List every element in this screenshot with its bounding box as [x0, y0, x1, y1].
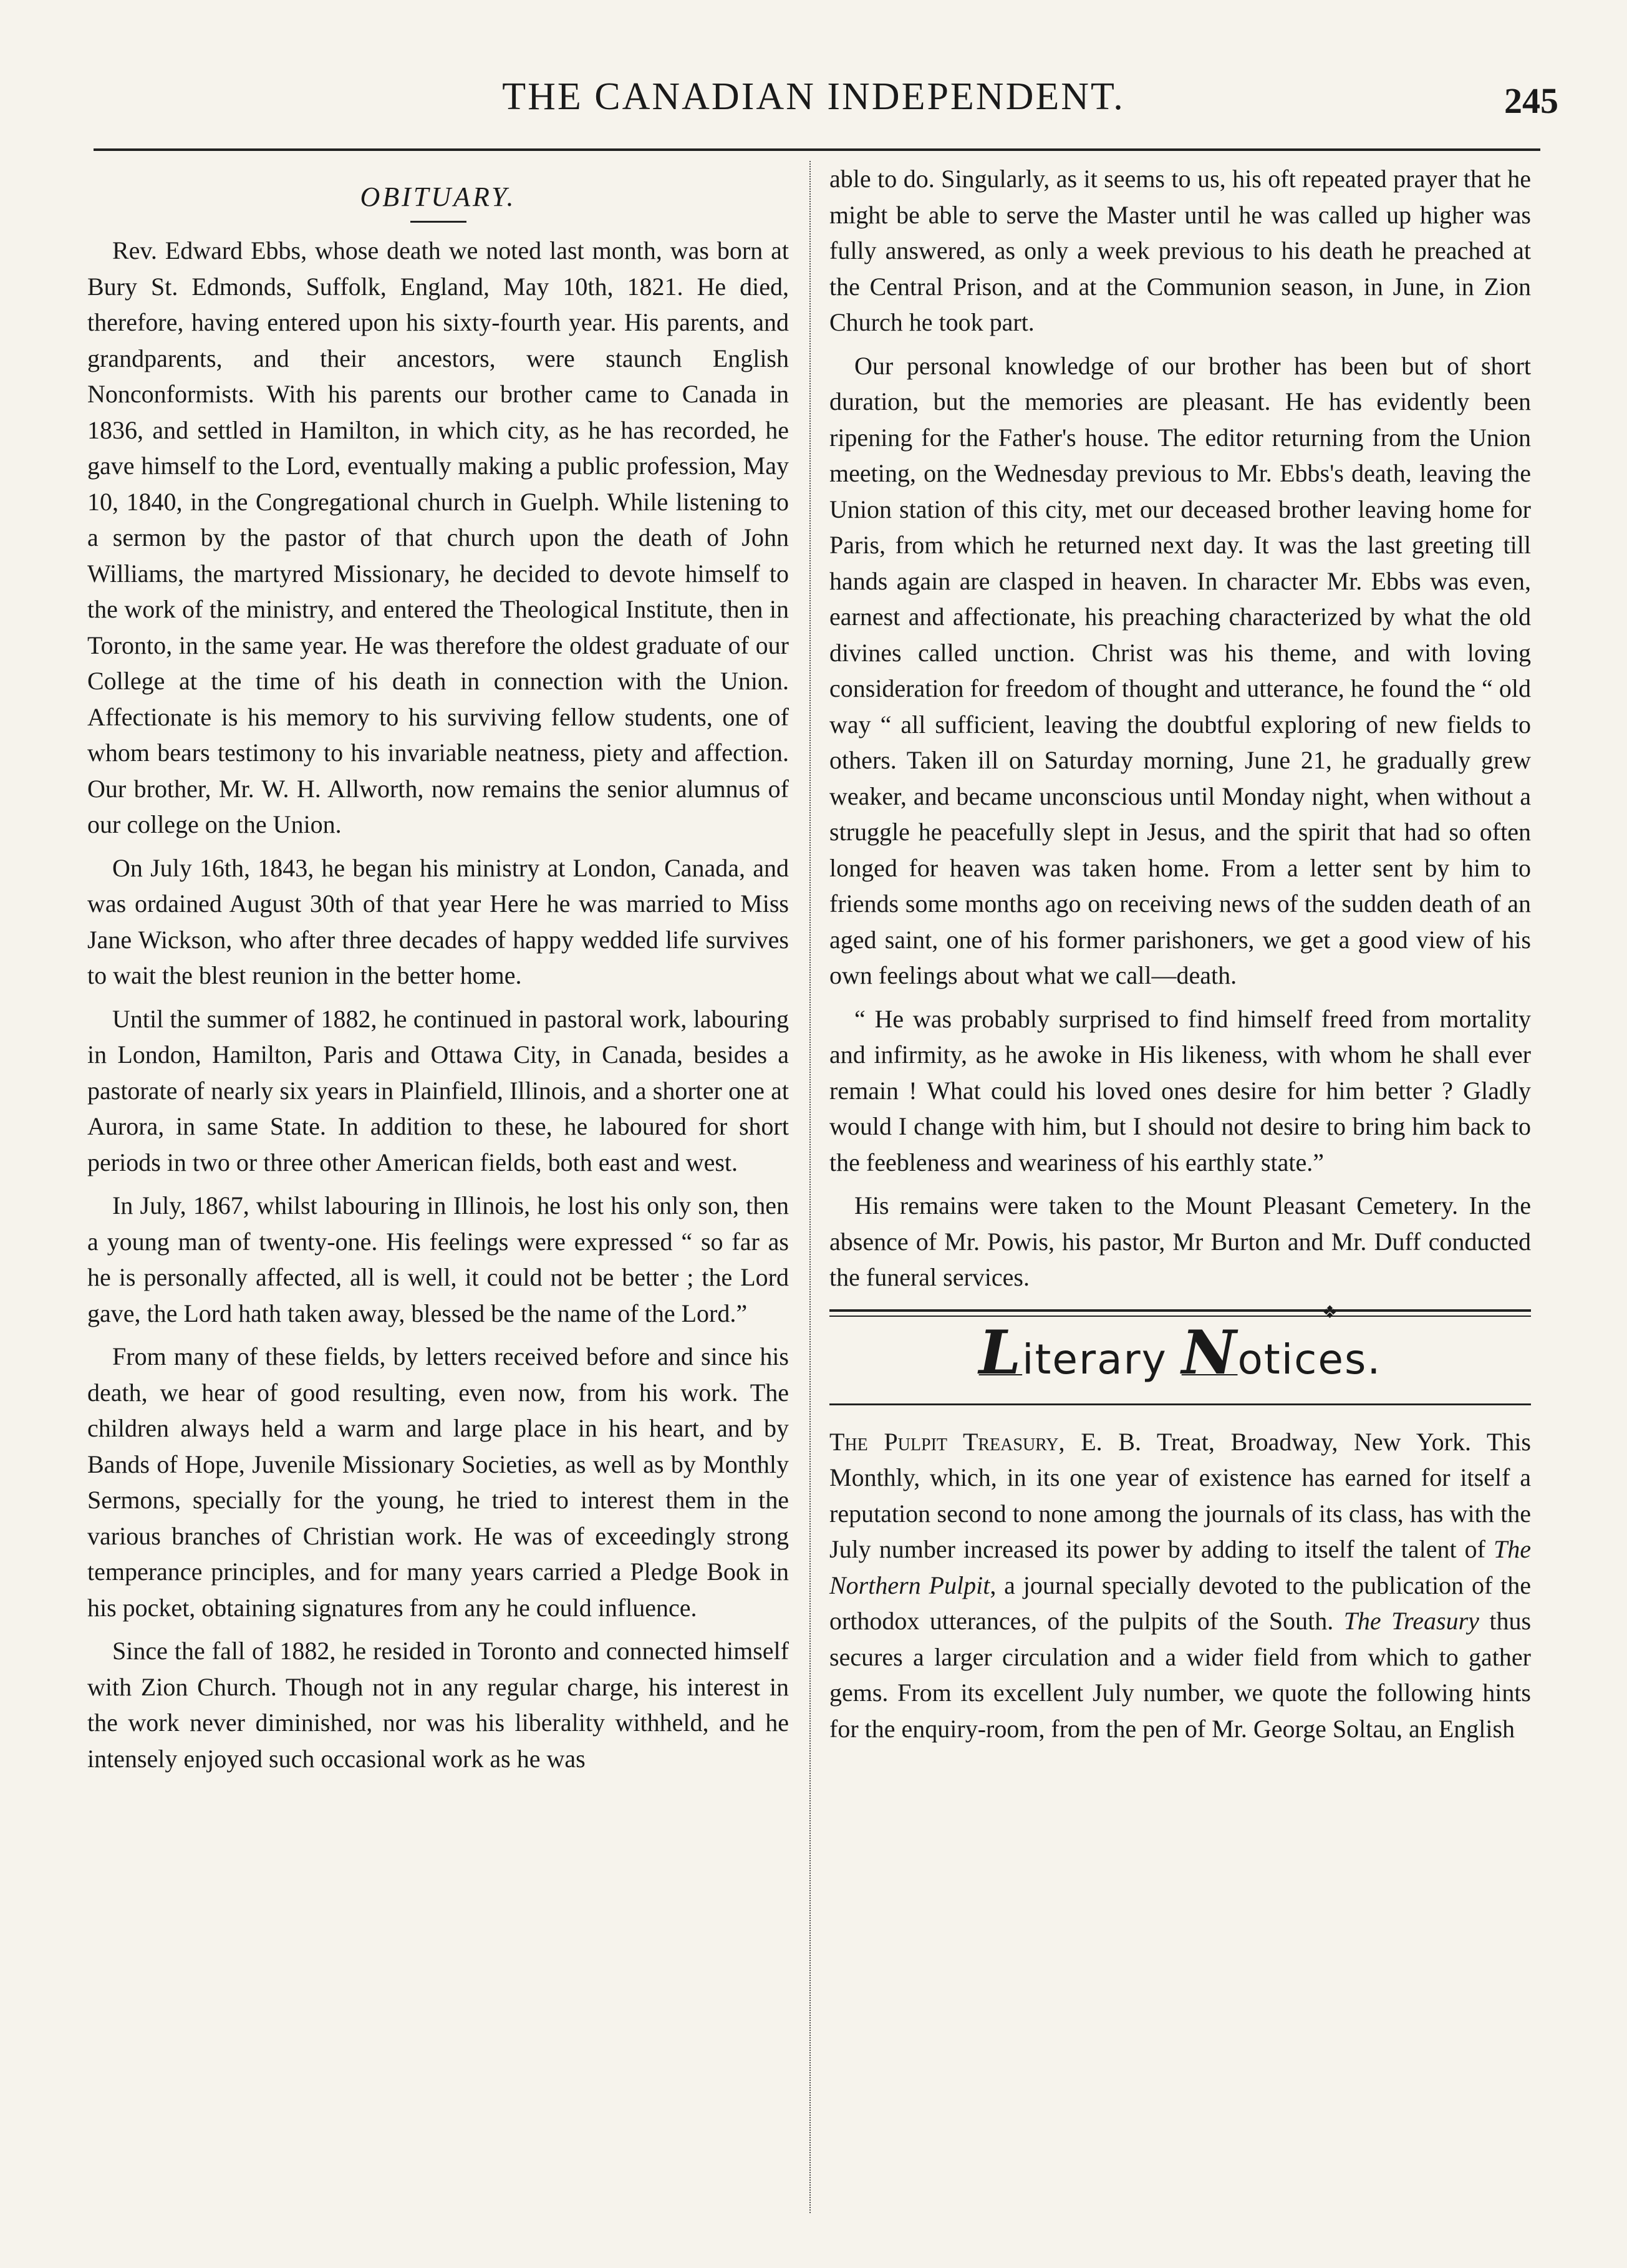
- obituary-rule: [410, 221, 466, 223]
- heading-initial-l: L: [978, 1317, 1023, 1388]
- treasury-name: The Treasury: [1343, 1607, 1479, 1635]
- literary-rule: [829, 1403, 1531, 1405]
- right-column: [829, 161, 1531, 1754]
- notice-text-1: , E. B. Treat, Broadway, New York. This Monthly, which, in its one year of existence has earned for itself a reputation second to none among the journals of its class, has with the July number increased its power by adding to itself the talent of: [829, 1427, 1532, 1563]
- heading-word-1: iterary: [1022, 1335, 1167, 1384]
- heading-initial-n: N: [1181, 1317, 1238, 1388]
- obituary-paragraph-5: From many of these fields, by letters received before and since his death, we hear of good resulting, even now, from his work. The children always held a warm and large place in his heart, and by Bands of Hope, Juvenile Missionary Societies, as well as by Monthly Sermons, specially for the young, he tried to interest them in the various branches of Christian work. He was of exceedingly strong temperance principles, and for many years carried a Pledge Book in his pocket, obtaining signatures from any he could influence.: [87, 1342, 789, 1622]
- obituary-continued-1: able to do. Singularly, as it seems to us, his oft repeated prayer that he might be able to serve the Master until he was called up higher was fully answered, as only a week previous to his death he preached at the Central Prison, and at the Communion season, in June, in Zion Church he took part.: [829, 165, 1531, 336]
- section-divider: [829, 1301, 1531, 1322]
- notice-text-2: , a journal specially devoted to the publication of the orthodox utterances, of the pulpits of the South.: [829, 1571, 1531, 1635]
- obituary-continued-4: His remains were taken to the Mount Pleasant Cemetery. In the absence of Mr. Powis, his pastor, Mr Burton and Mr. Duff conducted the funeral services.: [829, 1191, 1531, 1291]
- page-number: 245: [1504, 80, 1558, 121]
- obituary-paragraph-2: On July 16th, 1843, he began his ministry at London, Canada, and was ordained August 30th of that year Here he was married to Miss Jane Wickson, who after three decades of happy wedded life survives to wait the blest reunion in the better home.: [87, 853, 789, 989]
- journal-title: THE CANADIAN INDEPENDENT.: [502, 75, 1125, 118]
- obituary-paragraph-4: In July, 1867, whilst labouring in Illinois, he lost his only son, then a young man of twenty-one. His feelings were expressed “ so far as he is personally affected, all is well, it could not be better ; the Lord gave, the Lord hath taken away, blessed be the name of the Lord.”: [87, 1191, 789, 1327]
- left-column: [87, 161, 789, 1784]
- obituary-heading: OBITUARY.: [360, 182, 516, 212]
- literary-notice-paragraph: [829, 1424, 1531, 1747]
- journal-name: The Northern Pulpit: [829, 1535, 1531, 1599]
- obituary-paragraph-6: Since the fall of 1882, he resided in Toronto and connected himself with Zion Church. Though not in any regular charge, his interest in the work never diminished, nor was his liberality withheld, and he intensely enjoyed such occasional work as he was: [87, 1637, 789, 1773]
- column-divider: [809, 161, 811, 2213]
- literary-notices-heading: [829, 1317, 1531, 1388]
- obituary-paragraph-1: Rev. Edward Ebbs, whose death we noted last month, was born at Bury St. Edmonds, Suffolk, England, May 10th, 1821. He died, therefore, having entered upon his sixty-fourth year. His parents, and grandparents, and their ancestors, were staunch English Nonconformists. With his parents our brother came to Canada in 1836, and settled in Hamilton, in which city, as he has recorded, he gave himself to the Lord, eventually making a public profession, May 10, 1840, in the Congregational church in Guelph. While listening to a sermon by the pastor of that church upon the death of John Williams, the martyred Missionary, he decided to devote himself to the work of the ministry, and entered the Theological Institute, then in Toronto, in the same year. He was therefore the oldest graduate of our College at the time of his death in connection with the Union. Affectionate is his memory to his surviving fellow students, one of whom bears testimony to his invariable neatness, piety and affection. Our brother, Mr. W. H. Allworth, now remains the senior alumnus of our college on the Union.: [87, 236, 789, 838]
- heading-word-2: otices.: [1237, 1335, 1382, 1384]
- notice-text-3: thus secures a larger circulation and a wider field from which to gather gems. From its excellent July number, we quote the following hints for the enquiry-room, from the pen of Mr. George Soltau, an English: [829, 1607, 1532, 1743]
- header-rule: [94, 148, 1540, 151]
- obituary-paragraph-3: Until the summer of 1882, he continued in pastoral work, labouring in London, Hamilton, Paris and Ottawa City, in Canada, besides a pastorate of nearly six years in Plainfield, Illinois, and a shorter one at Aurora, in same State. In addition to these, he laboured for short periods in two or three other American fields, both east and west.: [87, 1004, 789, 1176]
- page-header: [0, 75, 1627, 143]
- obituary-continued-2: Our personal knowledge of our brother has been but of short duration, but the memories are pleasant. He has evidently been ripening for the Father's house. The editor returning from the Union meeting, on the Wednesday previous to Mr. Ebbs's death, leaving the Union station of this city, met our deceased brother leaving home for Paris, from which he returned next day. It was the last greeting till hands again are clasped in heaven. In character Mr. Ebbs was even, earnest and affectionate, his preaching characterized by what the old divines called unction. Christ was his theme, and with loving consideration for freedom of thought and utterance, he found the “ old way “ all sufficient, leaving the doubtful exploring of new fields to others. Taken ill on Saturday morning, June 21, he gradually grew weaker, and became unconscious until Monday night, when without a struggle he peacefully slept in Jesus, and the spirit that had so often longed for heaven was taken home. From a letter sent by him to friends some months ago on receiving news of the sudden death of an aged saint, one of his former parishoners, we get a good view of his own feelings about what we call—death.: [829, 351, 1531, 989]
- ornament-icon: ❖: [1321, 1301, 1338, 1322]
- publication-name: The Pulpit Treasury: [829, 1427, 1059, 1456]
- obituary-quote: “ He was probably surprised to find himself freed from mortality and infirmity, as he awoke in His likeness, with whom he shall ever remain ! What could his loved ones desire for him better ? Gladly would I change with him, but I should not desire to bring him back to the feebleness and weariness of his earthly state.”: [829, 1004, 1531, 1176]
